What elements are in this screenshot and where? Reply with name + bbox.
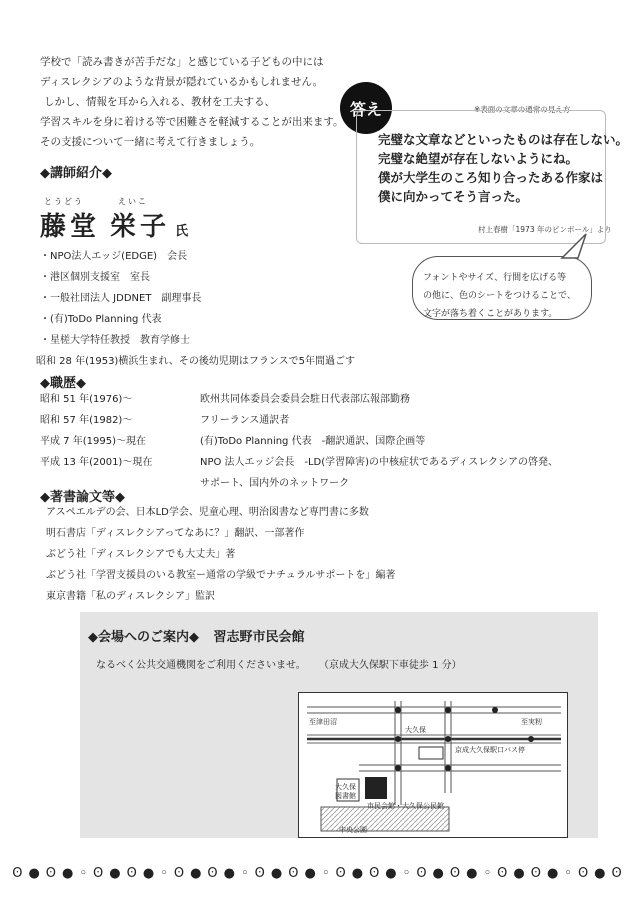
publication-item: 東京書籍「私のディスレクシア」監訳: [46, 591, 215, 602]
career-period: 平成 13 年(2001)～現在: [40, 457, 153, 468]
tip-speech-bubble: [412, 256, 592, 320]
publications-list: [46, 502, 395, 607]
intro-paragraph: [40, 52, 360, 152]
career-period: 昭和 57 年(1982)～: [40, 415, 133, 426]
intro-line: 学習スキルを身に着ける等で困難さを軽減することが出来ます。: [40, 116, 344, 128]
publication-item: アスペエルデの会、日本LD学会、児童心理、明治図書など専門書に多数: [46, 507, 369, 518]
role-item: ・NPO法人エッジ(EDGE) 会長: [40, 251, 188, 262]
venue-map: [298, 692, 568, 838]
intro-line: 学校で「読み書きが苦手だな」と感じている子どもの中には: [40, 56, 324, 68]
map-label-library: 大久保図書館: [335, 783, 356, 800]
publication-item: 明石書店「ディスレクシアってなあに？」翻訳、一部著作: [46, 528, 305, 539]
career-row: [40, 390, 558, 411]
map-label-area: 大久保: [405, 726, 426, 734]
publications-heading: ◆著書論文等◆: [40, 490, 125, 505]
speaker-heading: ◆講師紹介◆: [40, 166, 112, 181]
honorific: 氏: [175, 224, 189, 239]
venue-heading-label: ◆会場へのご案内◆: [88, 630, 199, 645]
career-desc: フリーランス通訳者: [200, 415, 290, 426]
career-table: [40, 390, 558, 495]
quote-line: 僕が大学生のころ知り合ったある作家は: [378, 170, 604, 185]
career-row: [40, 453, 558, 474]
bio-line: 昭和 28 年(1953)横浜生まれ、その後幼児期はフランスで5年間過ごす: [36, 356, 355, 367]
intro-line: ディスレクシアのような背景が隠れているかもしれません。: [40, 76, 324, 88]
intro-line: しかし、情報を耳から入れる、教材を工夫する、: [44, 96, 275, 108]
quote-line: 僕に向かってそう言った。: [378, 189, 529, 204]
bubble-line: の他に、色のシートをつけることで、: [423, 291, 576, 301]
map-label-park: 中央公園: [339, 826, 367, 834]
venue-access: [96, 656, 462, 671]
career-desc: (有)ToDo Planning 代表 -翻訳通訳、国際企画等: [200, 436, 426, 447]
name-ruby-given: えいこ: [118, 197, 148, 206]
footer-smiley-border: ʘ●ʘ●◦ʘ●ʘ●◦ʘ●ʘ●◦ʘ●ʘ●◦ʘ●ʘ●◦ʘ●ʘ●◦ʘ●ʘ●◦ʘ●ʘ: [12, 866, 628, 881]
bubble-tail: [556, 232, 596, 262]
venue-heading: [88, 626, 305, 645]
bubble-line: 文字が落ち着くことがあります。: [423, 309, 558, 319]
bubble-line: フォントやサイズ、行間を広げる等: [423, 273, 567, 283]
career-row: [40, 432, 558, 453]
quote-source: 村上春樹「1973 年のピンボール」より: [478, 225, 612, 234]
career-period: 昭和 51 年(1976)～: [40, 394, 133, 405]
role-item: ・一般社団法人 JDDNET 副理事長: [40, 293, 202, 304]
role-item: ・星槎大学特任教授 教育学修士: [40, 335, 190, 346]
hall-building: [365, 777, 387, 799]
map-label-right: 至実籾: [521, 718, 542, 726]
answer-badge: 答え: [340, 82, 392, 134]
note-normal-view: ※表面の文章の通常の見え方: [474, 105, 571, 114]
intro-line: その支援について一緒に考えて行きましょう。: [40, 136, 261, 148]
career-desc: 欧州共同体委員会委員会駐日代表部広報部勤務: [200, 394, 410, 405]
quote-text: [378, 130, 628, 206]
publication-item: ぶどう社「学習支援員のいる教室ー通常の学級でナチュラルサポートを」編著: [46, 570, 396, 581]
role-item: ・港区個別支援室 室長: [40, 272, 150, 283]
quote-line: 完璧な絶望が存在しないようにね。: [378, 151, 579, 166]
career-period: 平成 7 年(1995)～現在: [40, 436, 146, 447]
station-note: （京成大久保駅下車徒歩 1 分）: [318, 660, 462, 671]
given-name: 栄子: [110, 212, 171, 242]
map-label-station: 京成大久保駅口バス停: [455, 746, 525, 754]
map-label-left: 至津田沼: [309, 718, 337, 726]
publication-item: ぶどう社「ディスレクシアでも大丈夫」著: [46, 549, 236, 560]
speaker-roles: [36, 246, 355, 372]
career-desc: NPO 法人エッジ会長 -LD(学習障害)の中核症状であるディスレクシアの啓発、: [200, 457, 559, 468]
speaker-name: [40, 206, 188, 243]
name-ruby-family: とうどう: [44, 197, 84, 206]
family-name: 藤堂: [40, 212, 101, 242]
career-desc: サポート、国内外のネットワーク: [200, 478, 350, 489]
access-note: なるべく公共交通機関をご利用くださいませ。: [96, 660, 306, 671]
role-item: ・(有)ToDo Planning 代表: [40, 314, 162, 325]
career-heading: ◆職歴◆: [40, 376, 86, 391]
map-drawing: [299, 693, 567, 837]
quote-line: 完璧な文章などといったものは存在しない。: [378, 132, 629, 147]
venue-place: 習志野市民会館: [213, 630, 305, 645]
map-label-hall: 市民会館・大久保公民館: [367, 802, 444, 810]
career-row: [40, 411, 558, 432]
